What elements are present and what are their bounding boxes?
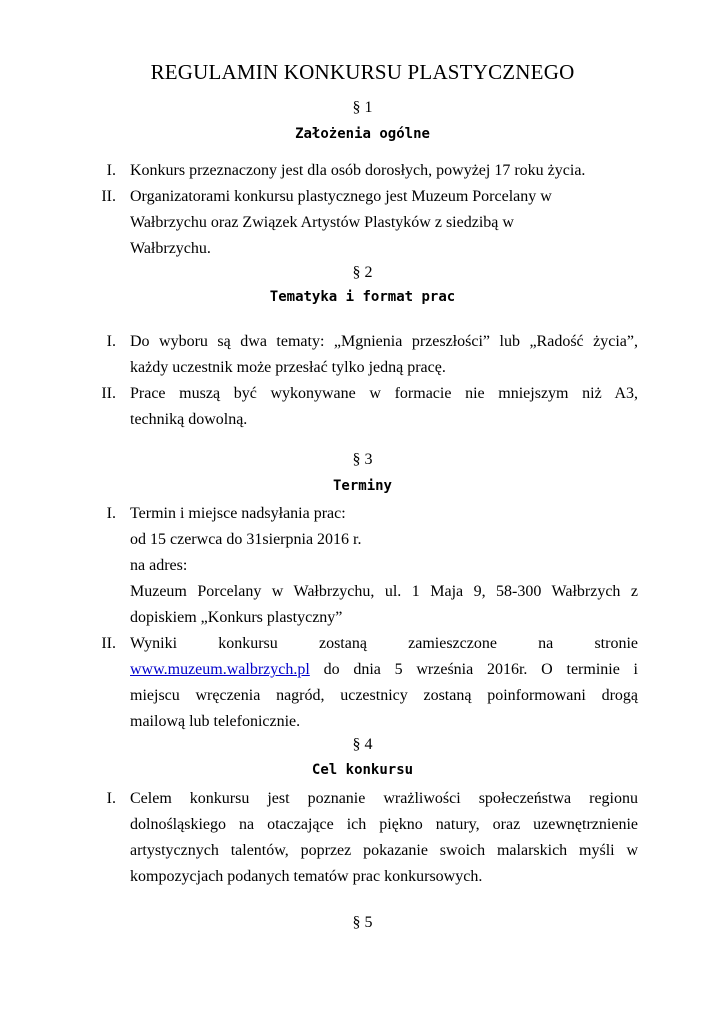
item-number: II. [101, 188, 116, 205]
item-text-line: na adres: [130, 557, 188, 574]
item-text-line: Organizatorami konkursu plastycznego jest Muzeum Porcelany w [130, 188, 552, 205]
paragraph-mark-3: § 3 [352, 451, 373, 468]
document-title: REGULAMIN KONKURSU PLASTYCZNEGO [150, 60, 575, 84]
item-text-line: Prace muszą być wykonywane w formacie nie mniejszym niż A3, [130, 385, 638, 402]
section-heading-2: Tematyka i format prac [269, 289, 456, 305]
item-text-line: Wałbrzychu oraz Związek Artystów Plastyków z siedzibą w [130, 214, 514, 231]
item-text-line: Wałbrzychu. [130, 240, 211, 257]
section-heading-1: Założenia ogólne [295, 126, 430, 142]
item-text-line: od 15 czerwca do 31sierpnia 2016 r. [130, 531, 362, 548]
item-text-line: kompozycjach podanych tematów prac konkursowych. [130, 868, 483, 885]
paragraph-mark-4: § 4 [352, 736, 373, 753]
item-text-fragment: do dnia 5 września 2016r. O terminie i [323, 661, 639, 678]
item-text-line: Wyniki konkursu zostaną zamieszczone na stronie [130, 635, 638, 652]
item-text-line: artystycznych talentów, poprzez pokazanie swoich malarskich myśli w [130, 842, 638, 859]
item-text-line: każdy uczestnik może przesłać tylko jedną pracę. [130, 359, 446, 376]
item-text-line: Do wyboru są dwa tematy: „Mgnienia przeszłości” lub „Radość życia”, [130, 333, 638, 350]
section-heading-4: Cel konkursu [311, 762, 414, 778]
section-heading-3: Terminy [332, 478, 392, 494]
item-number: II. [101, 635, 116, 652]
item-text-line: techniką dowolną. [130, 411, 248, 428]
paragraph-mark-1: § 1 [352, 99, 373, 116]
item-number: II. [101, 385, 116, 402]
item-text-line: Konkurs przeznaczony jest dla osób dorosłych, powyżej 17 roku życia. [130, 162, 586, 179]
item-text-line: dopiskiem „Konkurs plastyczny” [130, 609, 343, 626]
museum-website-link[interactable]: www.muzeum.walbrzych.pl [130, 661, 310, 678]
item-text-line: mailową lub telefonicznie. [130, 713, 301, 730]
paragraph-mark-2: § 2 [352, 264, 373, 281]
item-number: I. [106, 162, 116, 179]
item-text-line: Termin i miejsce nadsyłania prac: [130, 505, 346, 522]
item-number: I. [106, 790, 116, 807]
item-text-line: Muzeum Porcelany w Wałbrzychu, ul. 1 Maja 9, 58-300 Wałbrzych z [130, 583, 638, 600]
item-text-line: dolnośląskiego na otaczające ich piękno natury, oraz uzewnętrznienie [130, 816, 638, 833]
paragraph-mark-5: § 5 [352, 914, 373, 931]
item-number: I. [106, 505, 116, 522]
item-text-line-with-link [130, 657, 638, 683]
item-number: I. [106, 333, 116, 350]
item-text-line: Celem konkursu jest poznanie wrażliwości społeczeństwa regionu [130, 790, 638, 807]
item-text-line: miejscu wręczenia nagród, uczestnicy zostaną poinformowani drogą [130, 687, 638, 704]
